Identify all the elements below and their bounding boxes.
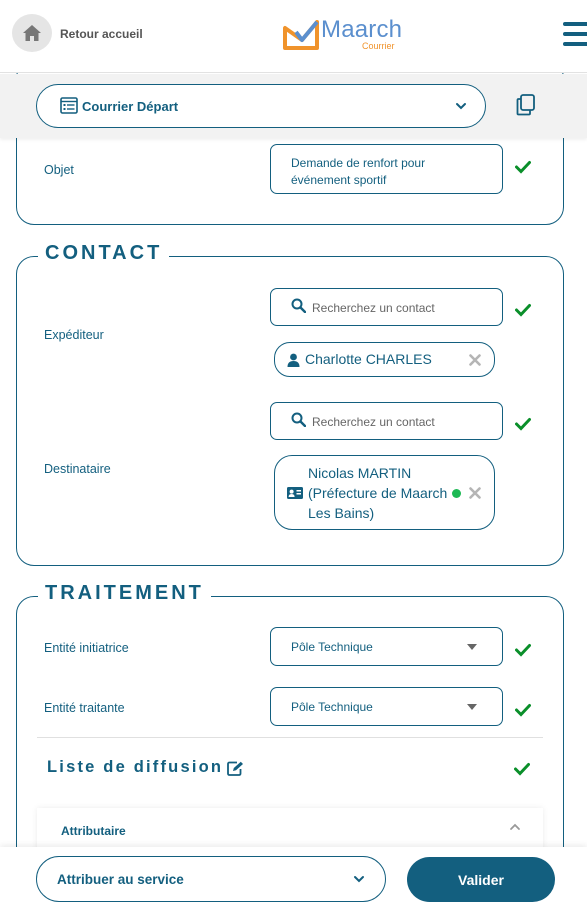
copy-icon[interactable] — [516, 94, 536, 116]
expediteur-label: Expéditeur — [44, 328, 104, 342]
traitement-legend: TRAITEMENT — [38, 582, 211, 605]
form-icon — [60, 97, 78, 114]
entite-initiatrice-select[interactable] — [270, 627, 503, 666]
check-icon — [515, 703, 531, 717]
home-icon — [22, 24, 42, 42]
diffusion-list-title: Liste de diffusion — [47, 758, 224, 776]
app-header — [0, 0, 587, 73]
expediteur-contact-chip[interactable] — [274, 342, 495, 377]
destinataire-contact-name: Nicolas MARTIN (Préfecture de Maarch Les Bains) — [308, 465, 448, 521]
check-icon — [515, 417, 531, 431]
entite-initiatrice-value: Pôle Technique — [291, 640, 373, 654]
indexing-model-label: Courrier Départ — [82, 99, 179, 114]
caret-down-icon — [467, 644, 477, 650]
status-dot-icon — [452, 489, 461, 498]
check-icon — [515, 643, 531, 657]
destinataire-search-placeholder: Recherchez un contact — [312, 415, 435, 429]
home-button[interactable] — [12, 14, 52, 52]
close-icon[interactable] — [469, 354, 481, 366]
check-icon — [515, 303, 531, 317]
entite-traitante-label: Entité traitante — [44, 701, 125, 715]
objet-input[interactable] — [270, 144, 503, 194]
divider — [37, 737, 543, 738]
entite-traitante-select[interactable] — [270, 687, 503, 726]
caret-down-icon — [467, 704, 477, 710]
objet-label: Objet — [44, 163, 74, 177]
action-select[interactable] — [36, 856, 386, 902]
destinataire-label: Destinataire — [44, 462, 111, 476]
destinataire-search-input[interactable] — [270, 402, 503, 440]
check-icon — [515, 160, 531, 174]
expediteur-search-input[interactable] — [270, 288, 503, 326]
attributaire-label: Attributaire — [61, 824, 126, 838]
hamburger-menu-icon[interactable] — [563, 22, 587, 46]
objet-value: Demande de renfort pour événement sportif — [291, 156, 426, 187]
toolbar — [0, 74, 587, 138]
action-select-label: Attribuer au service — [57, 872, 184, 887]
entite-initiatrice-label: Entité initiatrice — [44, 641, 129, 655]
chevron-down-icon — [353, 873, 365, 885]
expediteur-contact-name: Charlotte CHARLES — [305, 351, 432, 367]
entite-traitante-value: Pôle Technique — [291, 700, 373, 714]
search-icon — [291, 298, 306, 313]
search-icon — [291, 412, 306, 427]
logo-name: Maarch — [321, 16, 403, 43]
user-icon — [287, 353, 300, 367]
validate-button[interactable]: Valider — [407, 857, 555, 902]
edit-icon[interactable] — [227, 761, 244, 776]
home-label[interactable]: Retour accueil — [60, 27, 143, 41]
expediteur-search-placeholder: Recherchez un contact — [312, 301, 435, 315]
chevron-up-icon[interactable] — [509, 822, 521, 832]
logo-subtitle: Courrier — [362, 41, 395, 51]
destinataire-contact-chip[interactable] — [274, 455, 495, 530]
close-icon[interactable] — [469, 487, 481, 499]
contact-card-icon — [287, 487, 303, 499]
chevron-down-icon — [455, 100, 467, 112]
indexing-model-select[interactable] — [36, 84, 486, 128]
app-logo[interactable] — [283, 16, 403, 52]
logo-mark-icon — [283, 18, 319, 50]
contact-legend: CONTACT — [38, 242, 169, 265]
action-footer — [0, 847, 587, 908]
check-icon — [514, 762, 530, 776]
